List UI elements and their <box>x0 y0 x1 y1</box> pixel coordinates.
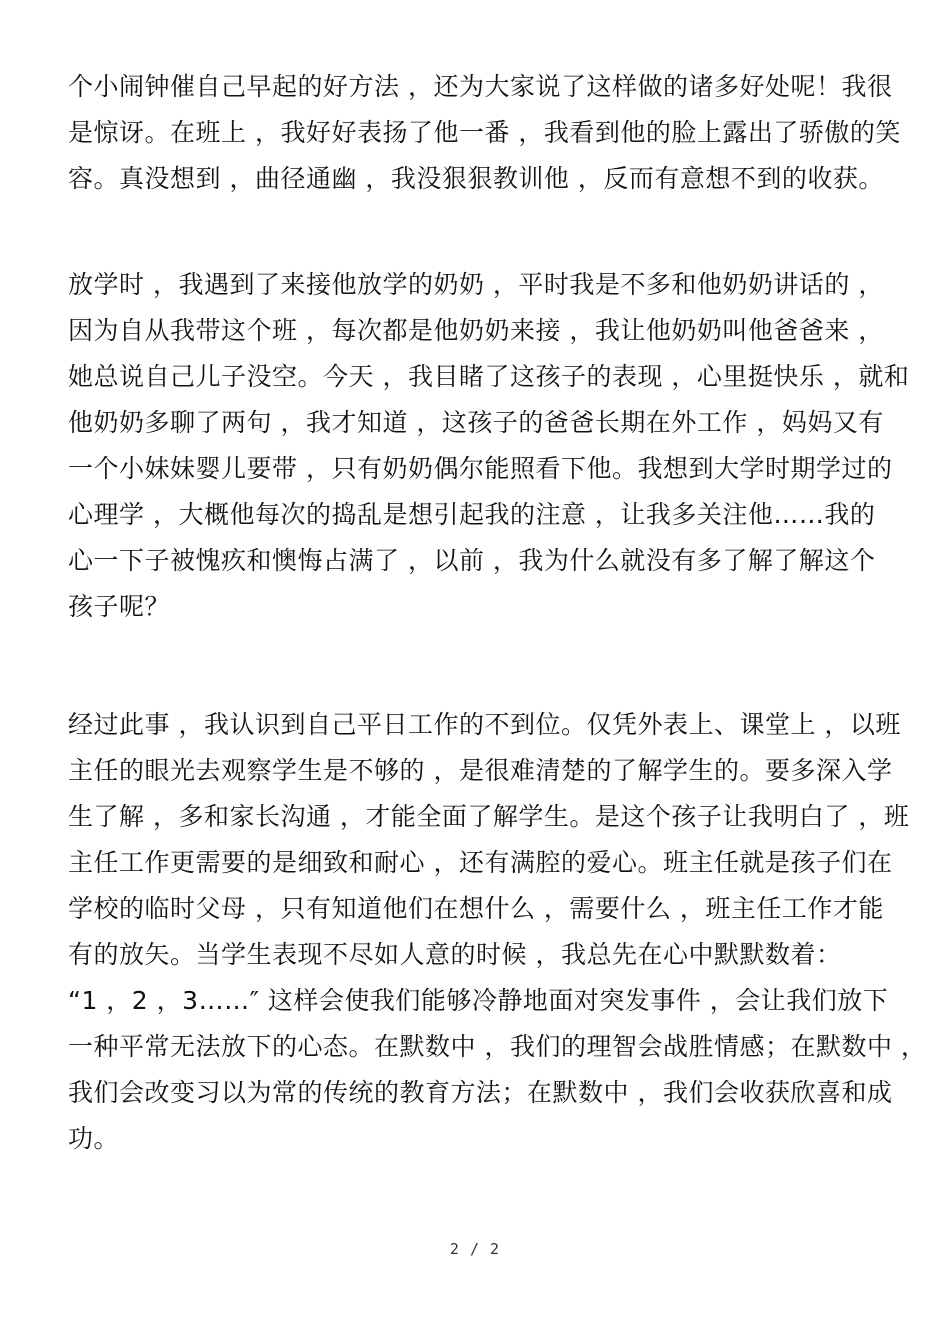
text-line: 容。真没想到 ，曲径通幽 ，我没狠狠教训他 ，反而有意想不到的收获。 <box>68 164 884 193</box>
text-line: 孩子呢？ <box>68 592 171 621</box>
text-line: 放学时 ，我遇到了来接他放学的奶奶 ，平时我是不多和他奶奶讲话的 ， <box>68 270 884 299</box>
text-line: 生了解 ，多和家长沟通 ，才能全面了解学生。是这个孩子让我明白了 ，班 <box>68 802 910 831</box>
text-line: 心理学 ，大概他每次的捣乱是想引起我的注意 ，让我多关注他……我的 <box>68 500 876 529</box>
paragraph-3 <box>68 702 927 1162</box>
text-line: “1 ，2 ，3……″ 这样会使我们能够冷静地面对突发事件 ，会让我们放下 <box>68 986 889 1015</box>
page-number: 2 / 2 <box>449 1240 501 1258</box>
text-line: 一个小妹妹婴儿要带 ，只有奶奶偶尔能照看下他。我想到大学时期学过的 <box>68 454 893 483</box>
text-line: 经过此事 ，我认识到自己平日工作的不到位。仅凭外表上、课堂上 ，以班 <box>68 710 901 739</box>
text-line: 她总说自己儿子没空。今天 ，我目睹了这孩子的表现 ，心里挺快乐 ，就和 <box>68 362 910 391</box>
text-line: 个小闹钟催自己早起的好方法 ，还为大家说了这样做的诸多好处呢！我很 <box>68 72 893 101</box>
text-line: 因为自从我带这个班 ，每次都是他奶奶来接 ，我让他奶奶叫他爸爸来 ， <box>68 316 884 345</box>
paragraph-2 <box>68 262 910 630</box>
text-line: 心一下子被愧疚和懊悔占满了 ，以前 ，我为什么就没有多了解了解这个 <box>68 546 876 575</box>
text-line: 是惊讶。在班上 ，我好好表扬了他一番 ，我看到他的脸上露出了骄傲的笑 <box>68 118 901 147</box>
text-line: 我们会改变习以为常的传统的教育方法；在默数中 ，我们会收获欣喜和成 <box>68 1078 893 1107</box>
text-line: 学校的临时父母 ，只有知道他们在想什么 ，需要什么 ，班主任工作才能 <box>68 894 884 923</box>
text-line: 功。 <box>68 1124 120 1153</box>
text-line: 主任的眼光去观察学生是不够的 ，是很难清楚的了解学生的。要多深入学 <box>68 756 893 785</box>
text-line: 有的放矢。当学生表现不尽如人意的时候 ，我总先在心中默默数着： <box>68 940 842 969</box>
paragraph-1 <box>68 64 901 202</box>
text-line: 他奶奶多聊了两句 ，我才知道 ，这孩子的爸爸长期在外工作 ，妈妈又有 <box>68 408 884 437</box>
text-line: 一种平常无法放下的心态。在默数中 ，我们的理智会战胜情感；在默数中 ， <box>68 1032 927 1061</box>
text-line: 主任工作更需要的是细致和耐心 ，还有满腔的爱心。班主任就是孩子们在 <box>68 848 893 877</box>
